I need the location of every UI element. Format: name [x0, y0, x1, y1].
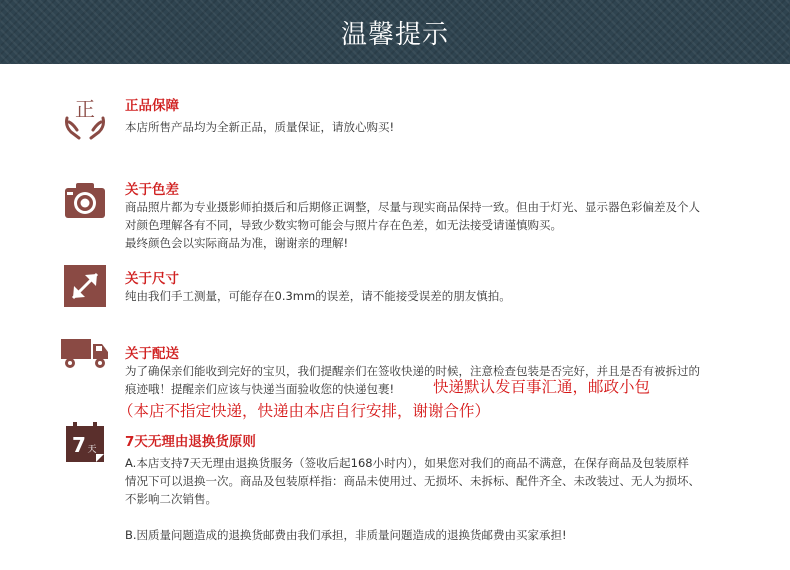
- color-line-3: 最终颜色会以实际商品为准，谢谢亲的理解!: [125, 236, 349, 250]
- section-title-returns: 7天无理由退换货原则: [125, 434, 256, 450]
- shipping-courier-note: 快递默认发百事汇通，邮政小包: [433, 378, 651, 396]
- returns-line-2: 情况下可以退换一次。商品及包装原样指：商品未使用过、无损坏、未拆标、配件齐全、未改装过、无人为损坏、: [125, 474, 700, 488]
- returns-para-a: [125, 454, 765, 508]
- header-banner: [0, 0, 790, 64]
- truck-icon: [60, 336, 110, 370]
- returns-para-b: B.因质量问题造成的退换货邮费由我们承担，非质量问题造成的退换货邮费由买家承担!: [125, 528, 567, 542]
- section-title-shipping: 关于配送: [125, 346, 179, 362]
- section-title-authentic: 正品保障: [125, 98, 179, 114]
- resize-arrow-icon: [63, 264, 107, 308]
- section-text-color: [125, 198, 765, 252]
- shipping-line-2: 痕迹哦！提醒亲们应该与快递当面验收您的快递包裹!: [125, 382, 395, 396]
- returns-line-1: A.本店支持7天无理由退换货服务（签收后起168小时内），如果您对我们的商品不满意，在保存商品及包装原样: [125, 456, 689, 470]
- calendar-number: 7: [72, 433, 86, 457]
- section-text-authentic: 本店所售产品均为全新正品，质量保证，请放心购买!: [125, 120, 395, 134]
- section-title-size: 关于尺寸: [125, 271, 179, 287]
- calendar-unit: 天: [87, 445, 97, 455]
- camera-icon: [63, 180, 107, 224]
- color-line-2: 对颜色理解各有不同，导致少数实物可能会与照片存在色差，如无法接受请谨慎购买。: [125, 218, 562, 232]
- section-title-color: 关于色差: [125, 182, 179, 198]
- page-title: 温馨提示: [340, 19, 449, 50]
- color-line-1: 商品照片都为专业摄影师拍摄后和后期修正调整，尽量与现实商品保持一致。但由于灯光、显示器色彩偏差及个人: [125, 200, 700, 214]
- section-text-size: 纯由我们手工测量，可能存在0.3mm的误差，请不能接受误差的朋友慎拍。: [125, 289, 511, 303]
- authentic-hands-icon: [63, 92, 107, 140]
- returns-line-3: 不影响二次销售。: [125, 492, 217, 506]
- authentic-char: 正: [75, 97, 95, 121]
- shipping-line-1: 为了确保亲们能收到完好的宝贝，我们提醒亲们在签收快递的时候，注意检查包装是否完好，并且是否有被拆过的: [125, 364, 700, 378]
- calendar-7-days-icon: [64, 422, 106, 466]
- shipping-courier-disclaimer: （本店不指定快递，快递由本店自行安排，谢谢合作）: [118, 402, 491, 420]
